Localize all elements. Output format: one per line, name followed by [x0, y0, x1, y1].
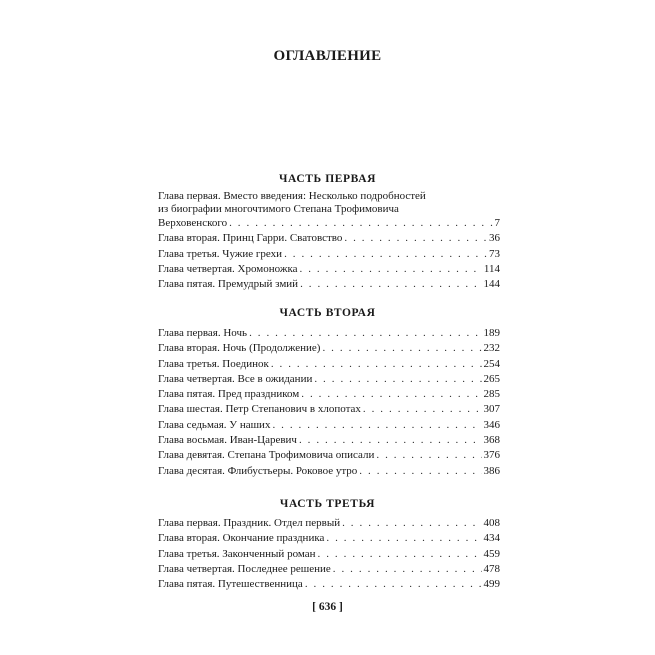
page-title: ОГЛАВЛЕНИЕ — [273, 48, 382, 64]
leader-dots — [333, 562, 482, 577]
toc-entry-title-line-2: из биографии многочтимого Степана Трофимовича — [158, 203, 399, 215]
toc-entry-page: 408 — [483, 517, 500, 529]
toc-entry-page: 434 — [483, 532, 500, 545]
toc-entry-title: Глава первая. Праздник. Отдел первый — [158, 517, 341, 529]
toc-entry-title-line-1: Глава первая. Вместо введения: Несколько подробностей — [158, 190, 426, 202]
toc-entry-title: Глава десятая. Флибустьеры. Роковое утро — [158, 464, 358, 477]
toc-entry — [158, 277, 500, 292]
toc-entry — [158, 418, 500, 433]
part-1-title: ЧАСТЬ ПЕРВАЯ — [278, 173, 377, 185]
toc-entry-page: 73 — [489, 247, 500, 260]
part-3-toc — [158, 516, 500, 592]
leader-dots — [359, 464, 481, 479]
toc-entry — [158, 516, 500, 531]
toc-entry-title: Глава четвертая. Хромоножка — [158, 262, 298, 275]
toc-entry — [158, 262, 500, 277]
toc-entry-title: Глава вторая. Ночь (Продолжение) — [158, 342, 321, 355]
toc-entry-page: 232 — [483, 342, 500, 355]
toc-entry-title-line-3: Верховенского — [158, 217, 228, 229]
part-2-toc — [158, 326, 500, 479]
toc-entry — [158, 190, 500, 231]
toc-entry-page: 254 — [483, 357, 500, 370]
leader-dots — [271, 357, 482, 372]
leader-dots — [376, 448, 481, 463]
part-3-title: ЧАСТЬ ТРЕТЬЯ — [279, 498, 376, 510]
toc-entry — [158, 231, 500, 246]
toc-entry — [158, 326, 500, 341]
leader-dots — [344, 231, 487, 246]
leader-dots — [363, 402, 482, 417]
toc-entry-page: 368 — [483, 434, 500, 447]
toc-entry — [158, 547, 500, 562]
toc-entry — [158, 448, 500, 463]
toc-entry-page: 7 — [494, 217, 500, 229]
toc-entry — [158, 357, 500, 372]
toc-entry-page: 346 — [483, 418, 500, 431]
leader-dots — [300, 277, 481, 292]
part-1-toc — [158, 190, 500, 292]
toc-entry-title: Глава шестая. Петр Степанович в хлопотах — [158, 403, 361, 416]
leader-dots — [318, 547, 482, 562]
toc-entry-title: Глава третья. Чужие грехи — [158, 247, 283, 260]
toc-entry-title: Глава пятая. Путешественница — [158, 578, 303, 591]
toc-entry-page: 478 — [483, 562, 500, 575]
part-2-title: ЧАСТЬ ВТОРАЯ — [279, 307, 376, 319]
leader-dots — [301, 387, 481, 402]
toc-entry-title: Глава первая. Ночь — [158, 327, 248, 339]
leader-dots — [272, 418, 481, 433]
toc-entry-page: 307 — [483, 403, 500, 416]
toc-entry-page: 189 — [483, 327, 500, 339]
toc-entry — [158, 577, 500, 592]
leader-dots — [322, 341, 481, 356]
toc-entry-title: Глава пятая. Пред праздником — [158, 388, 300, 401]
toc-entry — [158, 247, 500, 262]
toc-entry — [158, 372, 500, 387]
toc-entry-title: Глава четвертая. Последнее решение — [158, 562, 331, 575]
toc-entry-title: Глава третья. Поединок — [158, 357, 269, 370]
toc-entry-page: 114 — [483, 262, 500, 275]
leader-dots — [284, 247, 487, 262]
toc-entry — [158, 341, 500, 356]
toc-entry-page: 376 — [483, 449, 500, 462]
toc-entry — [158, 464, 500, 479]
toc-entry-page: 36 — [489, 232, 500, 245]
toc-entry-title: Глава восьмая. Иван-Царевич — [158, 434, 297, 447]
toc-entry — [158, 402, 500, 417]
toc-entry-title: Глава четвертая. Все в ожидании — [158, 372, 313, 385]
toc-entry-title: Глава вторая. Окончание праздника — [158, 532, 325, 545]
leader-dots — [229, 216, 492, 231]
toc-entry-page: 144 — [483, 278, 500, 291]
toc-entry-title: Глава пятая. Премудрый змий — [158, 278, 299, 291]
leader-dots — [305, 577, 482, 592]
toc-entry — [158, 531, 500, 546]
toc-entry-title: Глава третья. Законченный роман — [158, 547, 316, 560]
page-number: [ 636 ] — [312, 601, 343, 613]
leader-dots — [342, 516, 481, 531]
leader-dots — [300, 262, 482, 277]
leader-dots — [326, 531, 481, 546]
toc-entry-page: 285 — [483, 388, 500, 401]
leader-dots — [249, 326, 481, 341]
toc-entry — [158, 562, 500, 577]
toc-entry-page: 265 — [483, 372, 500, 385]
toc-entry-page: 459 — [483, 547, 500, 560]
toc-entry — [158, 387, 500, 402]
toc-entry-page: 386 — [483, 464, 500, 477]
toc-entry-page: 499 — [483, 578, 500, 591]
leader-dots — [314, 372, 481, 387]
leader-dots — [299, 433, 482, 448]
toc-entry — [158, 433, 500, 448]
toc-entry-title: Глава девятая. Степана Трофимовича описали — [158, 449, 375, 462]
toc-entry-title: Глава вторая. Принц Гарри. Сватовство — [158, 232, 343, 245]
toc-entry-title: Глава седьмая. У наших — [158, 418, 271, 431]
